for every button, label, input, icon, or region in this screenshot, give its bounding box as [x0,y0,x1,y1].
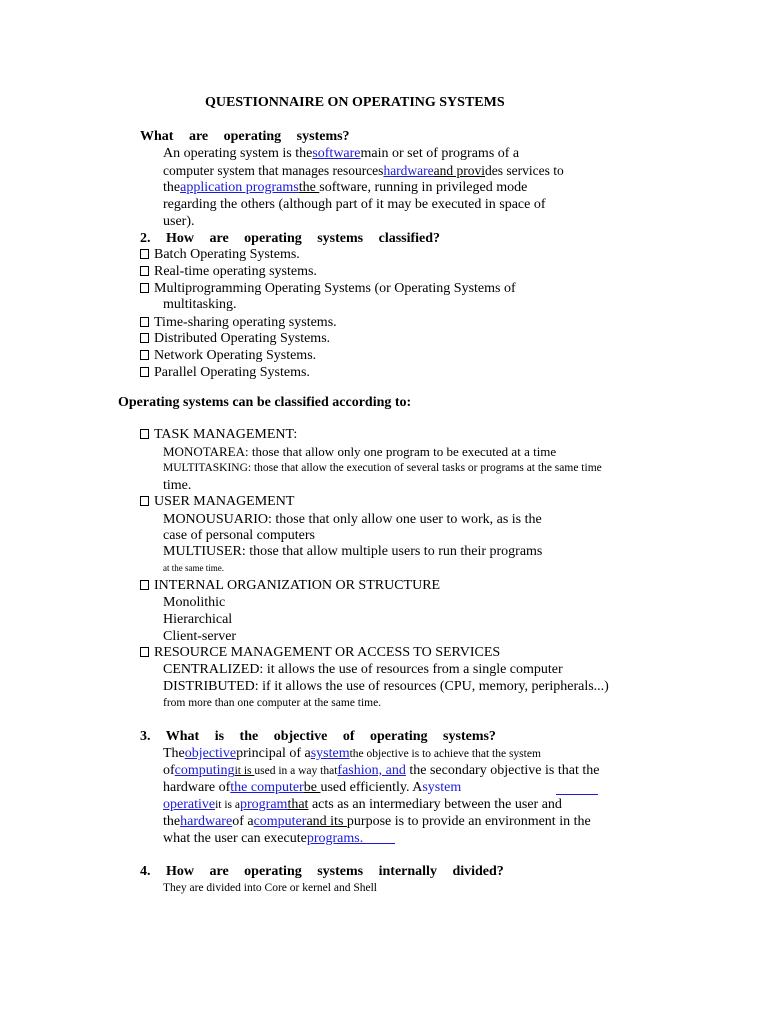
user-line-4: at the same time. [163,563,224,573]
text: that [287,797,309,812]
text: it is [234,765,255,777]
question-4: 4. How are operating systems internally divided? [140,864,504,879]
link-system[interactable]: system [310,746,350,761]
text: Real-time operating systems. [154,264,317,279]
link-computing[interactable]: computing [174,763,235,778]
link-objective[interactable]: objective [184,746,237,761]
answer-3-line-6 [163,830,395,847]
list-item [140,347,316,364]
text: Distributed Operating Systems. [154,331,331,346]
link-fashion[interactable]: fashion, and [337,763,406,778]
list-item [140,314,337,331]
text: and provi [433,163,486,178]
classification-heading: Operating systems can be classified according to: [118,395,412,410]
checkbox-icon [140,580,149,590]
checkbox-icon [140,249,149,259]
text: USER MANAGEMENT [154,494,295,509]
internal-line-1: Monolithic [163,595,226,610]
text: of [163,763,175,778]
answer-3-line-5 [163,813,591,830]
answer-3-line-4 [163,796,562,814]
task-line-1: MONOTAREA: those that allow only one program to be executed at a time [163,444,557,459]
checkbox-icon [140,333,149,343]
text: des services to [485,163,564,178]
link-hardware-2[interactable]: hardware [180,814,233,829]
list-item [140,246,300,263]
question-1: What are operating systems? [140,129,350,144]
list-item [140,263,317,280]
checkbox-icon [140,367,149,377]
resource-line-1: CENTRALIZED: it allows the use of resources from a single computer [163,662,563,677]
text: RESOURCE MANAGEMENT OR ACCESS TO SERVICES [154,645,501,660]
text: it is a [215,799,241,811]
text: Parallel Operating Systems. [154,365,310,380]
text: used efficiently. A [320,780,423,795]
text: be [303,780,321,795]
text: the objective is to achieve that the system [349,748,541,760]
answer-4: They are divided into Core or kernel and Shell [163,882,377,894]
blank-underline [556,784,598,795]
text: of a [232,814,254,829]
text: the secondary objective is that the [405,763,600,778]
list-item-continuation: multitasking. [163,297,237,312]
text: purpose is to provide an environment in the [346,814,591,829]
section-resource-management [140,644,500,661]
question-2: 2. How are operating systems classified? [140,231,441,246]
text: An operating system is the [163,146,313,161]
answer-3-line-2 [163,762,599,780]
text: used in a way that [254,765,338,777]
text: TASK MANAGEMENT: [154,427,298,442]
checkbox-icon [140,266,149,276]
task-line-2: MULTITASKING: those that allow the execution of several tasks or programs at the same time [163,462,602,474]
text: Time-sharing operating systems. [154,315,337,330]
text: hardware of [163,780,231,795]
text: computer system that manages resources [163,163,384,178]
text: Network Operating Systems. [154,348,317,363]
user-line-1: MONOUSUARIO: those that only allow one user to work, as is the [163,512,542,527]
document-title: QUESTIONNAIRE ON OPERATING SYSTEMS [205,95,505,110]
link-software[interactable]: software [312,146,361,161]
link-program[interactable]: program [240,797,288,812]
user-line-2: case of personal computers [163,528,315,543]
link-application-programs[interactable]: application programs [180,180,299,195]
list-item [140,280,516,297]
answer-3-line-3 [163,779,461,796]
link-programs[interactable]: programs. [306,831,364,846]
answer-3-line-1 [163,745,541,763]
text: the [163,814,181,829]
checkbox-icon [140,317,149,327]
link-the-computer[interactable]: the computer [230,780,304,795]
text: software, running in privileged mode [319,180,528,195]
text: and its [306,814,347,829]
list-item [140,364,310,381]
answer-1-line-3 [163,179,527,196]
answer-1-line-4: regarding the others (although part of it may be executed in space of [163,197,546,212]
section-internal-organization [140,577,440,594]
text: Batch Operating Systems. [154,247,300,262]
link-computer[interactable]: computer [253,814,307,829]
answer-1-line-1 [163,145,519,162]
task-line-3: time. [163,478,192,493]
answer-1-line-2 [163,162,564,179]
text: main or set of programs of a [360,146,520,161]
checkbox-icon [140,429,149,439]
text: INTERNAL ORGANIZATION OR STRUCTURE [154,578,441,593]
checkbox-icon [140,496,149,506]
question-3: 3. What is the objective of operating systems? [140,729,496,744]
section-task-management [140,426,297,443]
text: Multiprogramming Operating Systems (or Operating Systems of [154,281,516,296]
list-item [140,330,330,347]
internal-line-3: Client-server [163,629,237,644]
section-user-management [140,493,294,510]
text: what the user can execute [163,831,307,846]
text: the [298,180,320,195]
blank-underline [363,833,395,844]
link-operative[interactable]: operative [163,797,216,812]
text: principal of a [236,746,311,761]
resource-line-2: DISTRIBUTED: if it allows the use of resources (CPU, memory, peripherals...) [163,679,609,694]
link-system-2[interactable]: system [422,780,462,795]
checkbox-icon [140,350,149,360]
link-hardware[interactable]: hardware [383,163,434,178]
user-line-3: MULTIUSER: those that allow multiple users to run their programs [163,544,543,559]
internal-line-2: Hierarchical [163,612,233,627]
checkbox-icon [140,283,149,293]
resource-line-3: from more than one computer at the same time. [163,697,382,709]
text: The [163,746,185,761]
text: the [163,180,181,195]
checkbox-icon [140,647,149,657]
answer-1-line-5: user). [163,214,195,229]
text: acts as an intermediary between the user and [308,797,562,812]
